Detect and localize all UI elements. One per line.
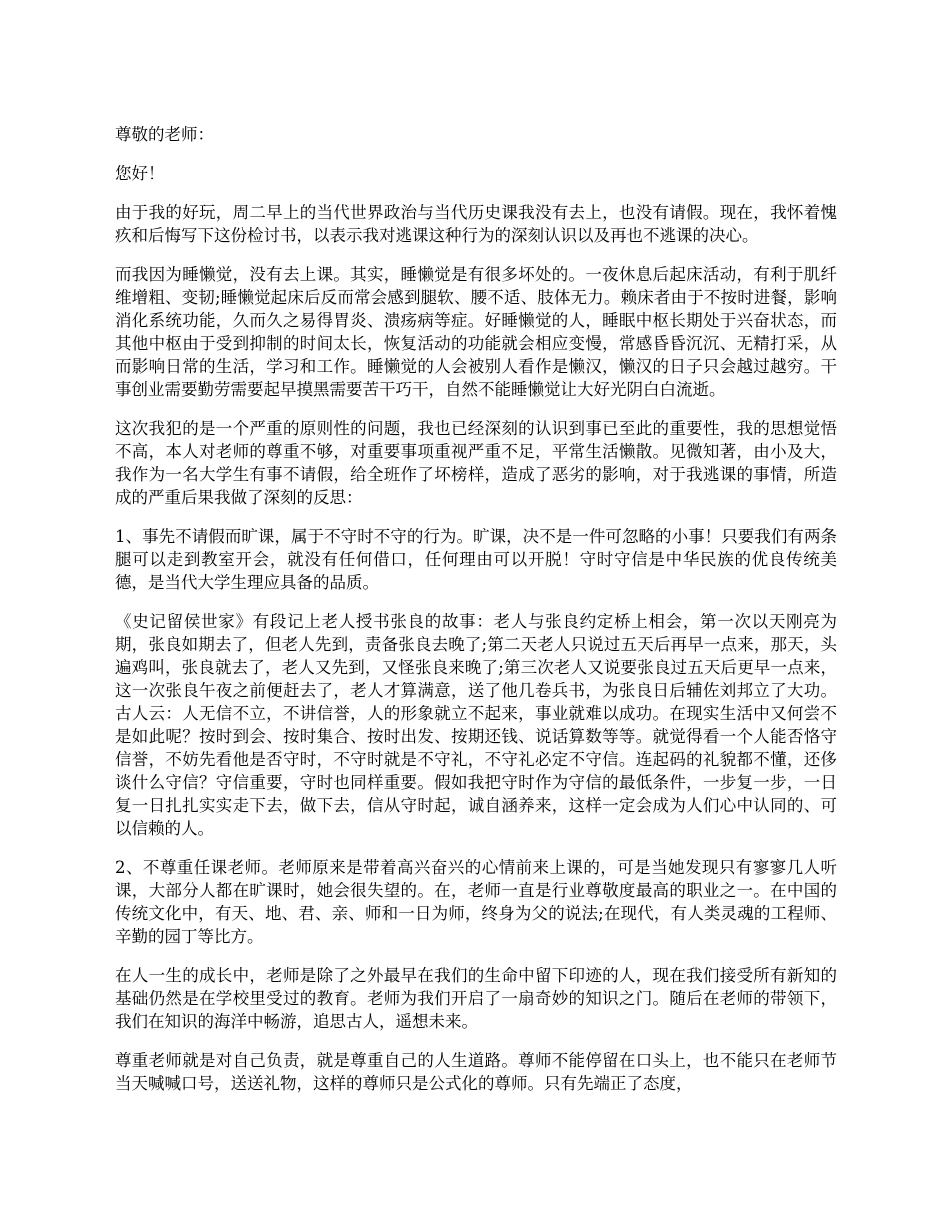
paragraph-teacher-role: 在人一生的成长中，老师是除了之外最早在我们的生命中留下印迹的人，现在我们接受所有新知的基础仍然是在学校里受过的教育。老师为我们开启了一扇奇妙的知识之门。随后在老师的带领下，我们在知识的海洋中畅游，追思古人，遥想未来。 bbox=[115, 966, 837, 1031]
paragraph-point-2: 2、不尊重任课老师。老师原来是带着高兴奋兴的心情前来上课的，可是当她发现只有寥寥几人听课，大部分人都在旷课时，她会很失望的。在，老师一直是行业尊敬度最高的职业之一。在中国的传统文化中，有天、地、君、亲、师和一日为师，终身为父的说法;在现代，有人类灵魂的工程师、辛勤的园丁等比方。 bbox=[115, 858, 837, 946]
greeting: 您好！ bbox=[115, 164, 165, 183]
paragraph-respect: 尊重老师就是对自己负责，就是尊重自己的人生道路。尊师不能停留在口头上，也不能只在老师节当天喊喊口号，送送礼物，这样的尊师只是公式化的尊师。只有先端正了态度， bbox=[115, 1051, 837, 1093]
paragraph-intro: 由于我的好玩，周二早上的当代世界政治与当代历史课我没有去上，也没有请假。现在，我怀着愧疚和后悔写下这份检讨书，以表示我对逃课这种行为的深刻认识以及再也不逃课的决心。 bbox=[115, 203, 837, 245]
paragraph-oversleeping: 而我因为睡懒觉，没有去上课。其实，睡懒觉是有很多坏处的。一夜休息后起床活动，有利于肌纤维增粗、变韧;睡懒觉起床后反而常会感到腿软、腰不适、肢体无力。赖床者由于不按时进餐，影响消化系统功能，久而久之易得胃炎、溃疡病等症。好睡懒觉的人，睡眠中枢长期处于兴奋状态，而其他中枢由于受到抑制的时间太长，恢复活动的功能就会相应变慢，常感昏昏沉沉、无精打采，从而影响日常的生活，学习和工作。睡懒觉的人会被别人看作是懒汉，懒汉的日子只会越过越穷。干事创业需要勤劳需要起早摸黑需要苦干巧干，自然不能睡懒觉让大好光阴白白流逝。 bbox=[115, 265, 837, 399]
paragraph-reflection: 这次我犯的是一个严重的原则性的问题，我也已经深刻的认识到事已至此的重要性，我的思想觉悟不高，本人对老师的尊重不够，对重要事项重视严重不足，平常生活懒散。见微知著，由小及大，我作为一名大学生有事不请假，给全班作了坏榜样，造成了恶劣的影响，对于我逃课的事情，所造成的严重后果我做了深刻的反思： bbox=[115, 419, 837, 507]
paragraph-story: 《史记留侯世家》有段记上老人授书张良的故事：老人与张良约定桥上相会，第一次以天刚亮为期，张良如期去了，但老人先到，责备张良去晚了;第二天老人只说过五天后再早一点来，那天，头遍鸡叫，张良就去了，老人又先到，又怪张良来晚了;第三次老人又说要张良过五天后更早一点来，这一次张良午夜之前便赶去了，老人才算满意，送了他几卷兵书，为张良日后辅佐刘邦立了大功。古人云：人无信不立，不讲信誉，人的形象就立不起来，事业就难以成功。在现实生活中又何尝不是如此呢？按时到会、按时集合、按时出发、按期还钱、说话算数等等。就觉得看一个人能否恪守信誉，不妨先看他是否守时，不守时就是不守礼，不守礼必定不守信。连起码的礼貌都不懂，还侈谈什么守信？守信重要，守时也同样重要。假如我把守时作为守信的最低条件，一步复一步，一日复一日扎扎实实走下去，做下去，信从守时起，诚自涵养来，这样一定会成为人们心中认同的、可以信赖的人。 bbox=[115, 612, 837, 838]
salutation: 尊敬的老师： bbox=[115, 125, 214, 144]
letter-document bbox=[115, 123, 837, 1111]
paragraph-point-1: 1、事先不请假而旷课，属于不守时不守的行为。旷课，决不是一件可忽略的小事！只要我们有两条腿可以走到教室开会，就没有任何借口，任何理由可以开脱！守时守信是中华民族的优良传统美德，是当代大学生理应具备的品质。 bbox=[115, 527, 837, 592]
